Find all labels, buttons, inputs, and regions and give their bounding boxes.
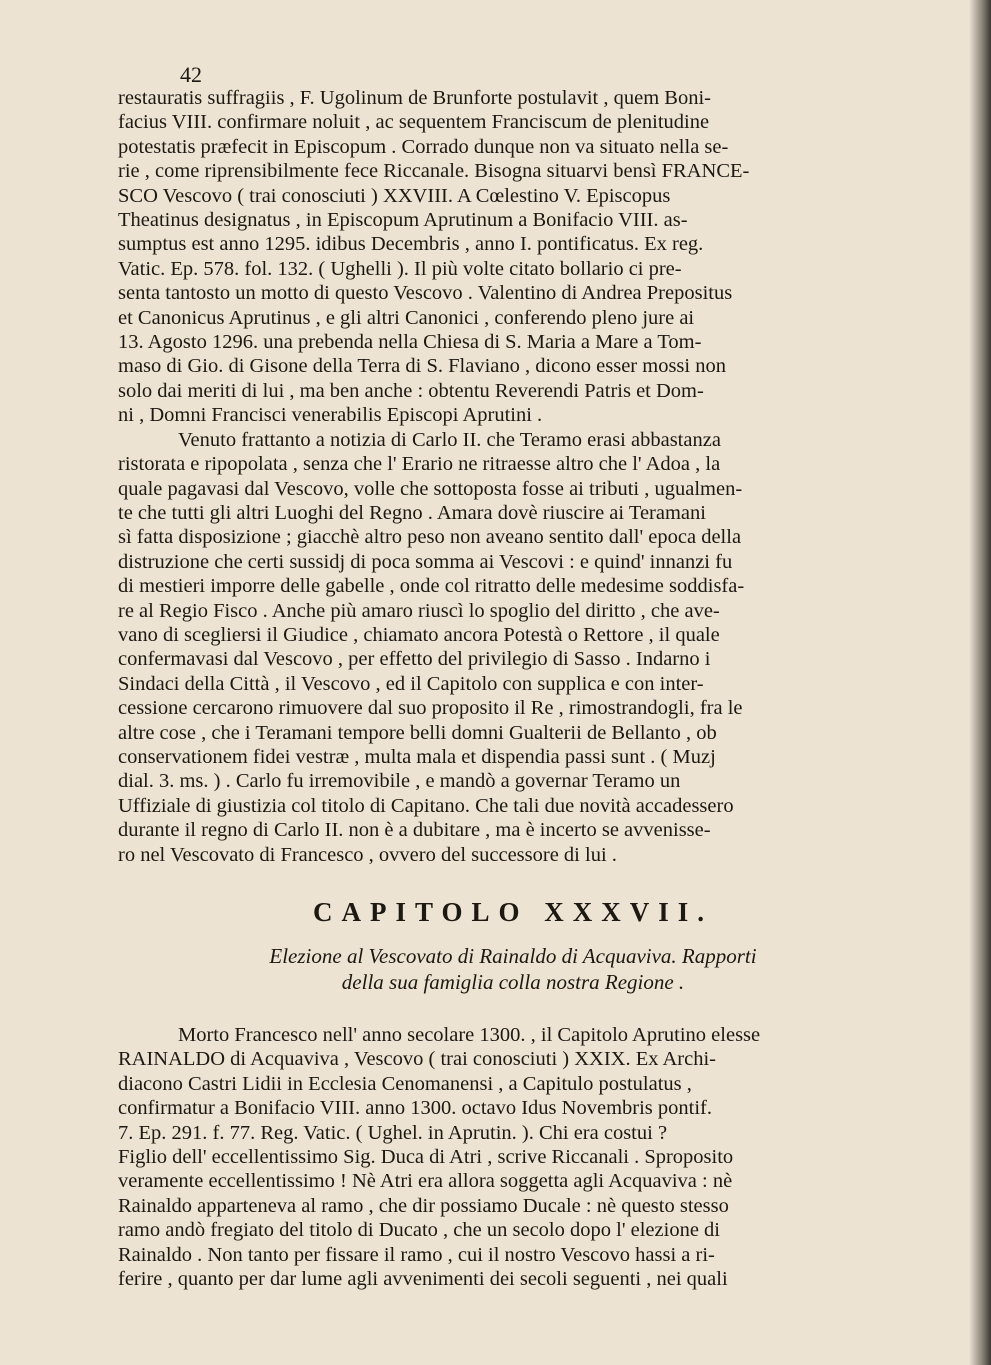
- text-line: dial. 3. ms. ) . Carlo fu irremovibile , e mandò a governar Teramo un: [118, 770, 681, 793]
- text-line: ramo andò fregiato del titolo di Ducato , che un secolo dopo l' elezione di: [118, 1219, 720, 1242]
- text-line: restauratis suffragiis , F. Ugolinum de Brunforte postulavit , quem Boni-: [118, 87, 711, 109]
- subtitle-line: della sua famiglia colla nostra Regione .: [341, 970, 685, 994]
- text-line: confermavasi dal Vescovo , per effetto del privilegio di Sasso . Indarno i: [118, 648, 711, 671]
- text-line: re al Regio Fisco . Anche più amaro riuscì lo spoglio del diritto , che ave-: [118, 599, 720, 622]
- text-line: maso di Gio. di Gisone della Terra di S. Flaviano , dicono esser mossi non: [118, 355, 726, 378]
- text-line: facius VIII. confirmare noluit , ac sequentem Franciscum de plenitudine: [118, 111, 710, 134]
- text-line: conservationem fidei vestræ , multa mala et dispendia passi sunt . ( Muzj: [118, 745, 716, 768]
- text-line: SCO Vescovo ( trai conosciuti ) XXVIII. A Cœlestino V. Episcopus: [118, 184, 671, 207]
- text-line: Uffiziale di giustizia col titolo di Capitano. Che tali due novità accadessero: [118, 794, 734, 817]
- text-line: ro nel Vescovato di Francesco , ovvero del successore di lui .: [118, 843, 617, 866]
- text-line: Sindaci della Città , il Vescovo , ed il Capitolo con supplica e con inter-: [118, 672, 704, 695]
- text-line: RAINALDO di Acquaviva , Vescovo ( trai conosciuti ) XXIX. Ex Archi-: [118, 1048, 716, 1071]
- text-line: 13. Agosto 1296. una prebenda nella Chiesa di S. Maria a Mare a Tom-: [118, 331, 702, 354]
- subtitle-line: Elezione al Vescovato di Rainaldo di Acquaviva. Rapporti: [269, 944, 757, 968]
- text-line: durante il regno di Carlo II. non è a dubitare , ma è incerto se avvenisse-: [118, 819, 711, 842]
- text-line: sumptus est anno 1295. idibus Decembris , anno I. pontificatus. Ex reg.: [118, 233, 704, 256]
- text-line: Venuto frattanto a notizia di Carlo II. che Teramo erasi abbastanza: [178, 428, 721, 451]
- text-line: sì fatta disposizione ; giacchè altro peso non aveano sentito dall' epoca della: [118, 526, 742, 549]
- chapter-subtitle: [118, 943, 908, 995]
- text-line: Vatic. Ep. 578. fol. 132. ( Ughelli ). Il più volte citato bollario ci pre-: [118, 257, 682, 280]
- text-line: vano di scegliersi il Giudice , chiamato ancora Potestà o Rettore , il quale: [118, 623, 720, 646]
- scan-edge-shadow: [969, 0, 991, 1365]
- paragraph-2: [118, 428, 908, 867]
- chapter-title: CAPITOLO XXXVII.: [312, 897, 714, 927]
- text-line: rie , come riprensibilmente fece Riccanale. Bisogna situarvi bensì FRANCE-: [118, 160, 750, 183]
- text-line: veramente eccellentissimo ! Nè Atri era allora soggetta agli Acquaviva : nè: [118, 1170, 733, 1193]
- text-line: 7. Ep. 291. f. 77. Reg. Vatic. ( Ughel. in Aprutin. ). Chi era costui ?: [118, 1121, 668, 1144]
- text-line: solo dai meriti di lui , ma ben anche : obtentu Reverendi Patris et Dom-: [118, 379, 704, 402]
- text-line: Theatinus designatus , in Episcopum Aprutinum a Bonifacio VIII. as-: [118, 209, 688, 232]
- text-line: te che tutti gli altri Luoghi del Regno . Amara dovè riuscire ai Teramani: [118, 501, 706, 524]
- paragraph-3: [118, 1023, 908, 1291]
- text-line: senta tantosto un motto di questo Vescovo . Valentino di Andrea Prepositus: [118, 282, 733, 305]
- text-line: distruzione che certi sussidj di poca somma ai Vescovi : e quind' innanzi fu: [118, 550, 733, 573]
- text-line: diacono Castri Lidii in Ecclesia Cenomanensi , a Capitulo postulatus ,: [118, 1072, 692, 1095]
- text-line: di mestieri imporre delle gabelle , onde col ritratto delle medesime soddisfa-: [118, 575, 745, 598]
- page-number: 42: [180, 62, 202, 87]
- text-line: potestatis præfecit in Episcopum . Corrado dunque non va situato nella se-: [118, 135, 729, 158]
- text-line: Rainaldo apparteneva al ramo , che dir possiamo Ducale : nè questo stesso: [118, 1194, 729, 1217]
- text-line: Rainaldo . Non tanto per fissare il ramo , cui il nostro Vescovo hassi a ri-: [118, 1243, 715, 1266]
- text-line: confirmatur a Bonifacio VIII. anno 1300. octavo Idus Novembris pontif.: [118, 1097, 712, 1120]
- text-line: altre cose , che i Teramani tempore belli domni Gualterii de Bellanto , ob: [118, 721, 717, 744]
- paragraph-1: [118, 86, 908, 428]
- text-line: ristorata e ripopolata , senza che l' Erario ne ritraesse altro che l' Adoa , la: [118, 453, 721, 476]
- text-line: ni , Domni Francisci venerabilis Episcopi Aprutini .: [118, 404, 543, 427]
- text-line: et Canonicus Aprutinus , e gli altri Canonici , conferendo pleno jure ai: [118, 306, 695, 329]
- text-line: ferire , quanto per dar lume agli avvenimenti dei secoli seguenti , nei quali: [118, 1268, 728, 1291]
- text-line: Morto Francesco nell' anno secolare 1300. , il Capitolo Aprutino elesse: [178, 1024, 761, 1046]
- book-page: [118, 62, 908, 1291]
- text-line: quale pagavasi dal Vescovo, volle che sottoposta fosse ai tributi , ugualmen-: [118, 477, 743, 500]
- text-line: Figlio dell' eccellentissimo Sig. Duca di Atri , scrive Riccanali . Sproposito: [118, 1146, 734, 1169]
- text-line: cessione cercarono rimuovere dal suo proposito il Re , rimostrandogli, fra le: [118, 697, 743, 720]
